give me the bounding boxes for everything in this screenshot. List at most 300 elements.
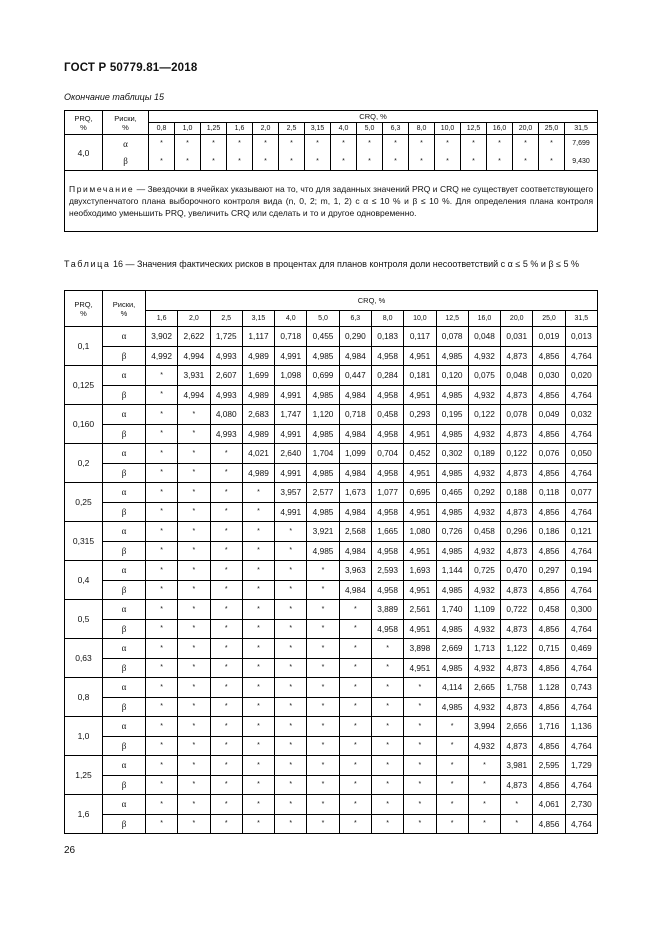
beta-label: β [103, 502, 146, 522]
value-cell: 0,188 [501, 483, 533, 503]
crq-column-header: 1,25 [201, 123, 227, 135]
alpha-label: α [103, 366, 146, 386]
value-cell: 1,080 [404, 522, 436, 542]
value-cell: 4,984 [339, 346, 371, 366]
value-cell: 4,951 [404, 424, 436, 444]
value-cell: 4,985 [436, 619, 468, 639]
document-code: ГОСТ Р 50779.81—2018 [64, 62, 198, 74]
crq-column-header: 5,0 [357, 123, 383, 135]
value-cell: 4,856 [533, 697, 565, 717]
alpha-label: α [103, 717, 146, 737]
value-cell: 0,122 [468, 405, 500, 425]
value-cell: 4,764 [565, 463, 597, 483]
empty-cell: * [409, 135, 435, 153]
prq-value: 0,315 [65, 522, 103, 561]
empty-cell: * [513, 135, 539, 153]
empty-cell: * [178, 444, 210, 464]
empty-cell: * [371, 795, 403, 815]
empty-cell: * [275, 795, 307, 815]
empty-cell: * [146, 736, 178, 756]
table-row [65, 385, 598, 405]
value-cell: 0,075 [468, 366, 500, 386]
empty-cell: * [242, 483, 274, 503]
empty-cell: * [383, 135, 409, 153]
empty-cell: * [339, 600, 371, 620]
value-cell: 0,302 [436, 444, 468, 464]
value-cell: 1,725 [210, 327, 242, 347]
empty-cell: * [339, 814, 371, 834]
value-cell: 4,932 [468, 385, 500, 405]
empty-cell: * [146, 717, 178, 737]
empty-cell: * [305, 153, 331, 171]
crq-column-header: 3,15 [305, 123, 331, 135]
empty-cell: * [178, 600, 210, 620]
value-cell: 0,297 [533, 561, 565, 581]
value-cell: 4,989 [242, 346, 274, 366]
crq-column-header: 4,0 [331, 123, 357, 135]
empty-cell: * [461, 135, 487, 153]
empty-cell: * [146, 541, 178, 561]
crq-column-header: 12,5 [461, 123, 487, 135]
table-row [65, 658, 598, 678]
value-cell: 4,985 [307, 541, 339, 561]
value-cell: 4,951 [404, 541, 436, 561]
table-row [65, 541, 598, 561]
value-cell: 2,656 [501, 717, 533, 737]
value-cell: 0,455 [307, 327, 339, 347]
value-cell: 4,764 [565, 502, 597, 522]
empty-cell: * [178, 639, 210, 659]
value-cell: 4,951 [404, 502, 436, 522]
table-row [65, 697, 598, 717]
empty-cell: * [436, 736, 468, 756]
table-row [65, 483, 598, 503]
beta-label: β [103, 541, 146, 561]
empty-cell: * [178, 795, 210, 815]
value-cell: 2,640 [275, 444, 307, 464]
empty-cell: * [210, 678, 242, 698]
empty-cell: * [487, 153, 513, 171]
empty-cell: * [242, 658, 274, 678]
empty-cell: * [146, 522, 178, 542]
value-cell: 4,985 [436, 424, 468, 444]
table16-caption-text: 16 — Значения фактических рисков в процентах для планов контроля доли несоответствий с α ≤ 5 % и β ≤ 5 % [110, 259, 579, 269]
empty-cell: * [175, 135, 201, 153]
crq-column-header: 8,0 [371, 311, 403, 327]
value-cell: 4,984 [339, 424, 371, 444]
empty-cell: * [307, 756, 339, 776]
value-cell: 0,077 [565, 483, 597, 503]
prq-header: PRQ, % [65, 291, 103, 327]
value-cell: 3,981 [501, 756, 533, 776]
value-cell: 4,984 [339, 541, 371, 561]
alpha-label: α [103, 444, 146, 464]
value-cell: 4,989 [242, 424, 274, 444]
crq-header: CRQ, % [146, 291, 598, 311]
empty-cell: * [242, 580, 274, 600]
value-cell: 1,077 [371, 483, 403, 503]
empty-cell: * [178, 522, 210, 542]
empty-cell: * [146, 444, 178, 464]
value-cell: 4,958 [371, 619, 403, 639]
value-cell: 0,049 [533, 405, 565, 425]
empty-cell: * [539, 135, 565, 153]
empty-cell: * [210, 502, 242, 522]
value-cell: 4,856 [533, 736, 565, 756]
value-cell: 4,989 [242, 385, 274, 405]
empty-cell: * [435, 153, 461, 171]
alpha-label: α [103, 405, 146, 425]
empty-cell: * [146, 580, 178, 600]
empty-cell: * [178, 756, 210, 776]
empty-cell: * [178, 424, 210, 444]
value-cell: 0,725 [468, 561, 500, 581]
crq-column-header: 1,0 [175, 123, 201, 135]
value-cell: 2,665 [468, 678, 500, 698]
crq-column-header: 16,0 [487, 123, 513, 135]
empty-cell: * [436, 795, 468, 815]
value-cell: 4,932 [468, 580, 500, 600]
value-cell: 4,958 [371, 385, 403, 405]
empty-cell: * [371, 775, 403, 795]
empty-cell: * [468, 756, 500, 776]
beta-label: β [103, 814, 146, 834]
value-cell: 2,568 [339, 522, 371, 542]
value-cell: 4,932 [468, 502, 500, 522]
value-cell: 0,076 [533, 444, 565, 464]
value-cell: 0,121 [565, 522, 597, 542]
empty-cell: * [210, 463, 242, 483]
value-cell: 4,958 [371, 502, 403, 522]
empty-cell: * [146, 366, 178, 386]
value-cell: 4,951 [404, 385, 436, 405]
value-cell: 4,991 [275, 385, 307, 405]
alpha-label: α [103, 522, 146, 542]
value-cell: 0,078 [501, 405, 533, 425]
value-cell: 4,932 [468, 346, 500, 366]
beta-label: β [103, 346, 146, 366]
table-row [65, 678, 598, 698]
value-cell: 4,932 [468, 619, 500, 639]
table-row [65, 814, 598, 834]
value-cell: 0,447 [339, 366, 371, 386]
value-cell: 4,985 [307, 463, 339, 483]
empty-cell: * [339, 795, 371, 815]
table-row [65, 424, 598, 444]
value-cell: 4,951 [404, 580, 436, 600]
empty-cell: * [371, 756, 403, 776]
value-cell: 0,195 [436, 405, 468, 425]
value-cell: 1,136 [565, 717, 597, 737]
value-cell: 4,932 [468, 463, 500, 483]
value-cell: 0,718 [275, 327, 307, 347]
value-cell: 1,117 [242, 327, 274, 347]
empty-cell: * [371, 736, 403, 756]
value-cell: 4,993 [210, 385, 242, 405]
table16-caption [64, 258, 604, 270]
empty-cell: * [487, 135, 513, 153]
empty-cell: * [146, 405, 178, 425]
value-cell: 4,856 [533, 346, 565, 366]
crq-column-header: 8,0 [409, 123, 435, 135]
empty-cell: * [146, 424, 178, 444]
value-cell: 9,430 [565, 153, 598, 171]
value-cell: 4,985 [436, 658, 468, 678]
value-cell: 0,296 [501, 522, 533, 542]
crq-column-header: 5,0 [307, 311, 339, 327]
empty-cell: * [307, 600, 339, 620]
empty-cell: * [253, 153, 279, 171]
empty-cell: * [242, 502, 274, 522]
value-cell: 4,991 [275, 346, 307, 366]
empty-cell: * [404, 697, 436, 717]
empty-cell: * [201, 135, 227, 153]
table-row [65, 639, 598, 659]
table-row [65, 580, 598, 600]
value-cell: 4,061 [533, 795, 565, 815]
alpha-label: α [103, 327, 146, 347]
value-cell: 4,991 [275, 463, 307, 483]
empty-cell: * [371, 678, 403, 698]
value-cell: 0,020 [565, 366, 597, 386]
empty-cell: * [339, 775, 371, 795]
value-cell: 4,764 [565, 346, 597, 366]
value-cell: 0,186 [533, 522, 565, 542]
table16-caption-label: Таблица [64, 259, 111, 269]
empty-cell: * [149, 153, 175, 171]
empty-cell: * [175, 153, 201, 171]
empty-cell: * [178, 736, 210, 756]
empty-cell: * [146, 697, 178, 717]
empty-cell: * [339, 697, 371, 717]
crq-column-header: 2,5 [210, 311, 242, 327]
value-cell: 0,031 [501, 327, 533, 347]
empty-cell: * [178, 502, 210, 522]
empty-cell: * [383, 153, 409, 171]
alpha-label: α [103, 756, 146, 776]
value-cell: 1,109 [468, 600, 500, 620]
empty-cell: * [307, 717, 339, 737]
empty-cell: * [279, 153, 305, 171]
empty-cell: * [146, 385, 178, 405]
value-cell: 2,595 [533, 756, 565, 776]
value-cell: 3,994 [468, 717, 500, 737]
empty-cell: * [404, 717, 436, 737]
value-cell: 4,985 [307, 385, 339, 405]
empty-cell: * [178, 814, 210, 834]
empty-cell: * [404, 678, 436, 698]
empty-cell: * [435, 135, 461, 153]
value-cell: 0,458 [533, 600, 565, 620]
value-cell: 0,292 [468, 483, 500, 503]
value-cell: 1,120 [307, 405, 339, 425]
empty-cell: * [331, 135, 357, 153]
value-cell: 4,764 [565, 385, 597, 405]
table16 [64, 290, 598, 834]
empty-cell: * [242, 795, 274, 815]
value-cell: 4,993 [210, 346, 242, 366]
empty-cell: * [371, 717, 403, 737]
empty-cell: * [275, 541, 307, 561]
value-cell: 0,050 [565, 444, 597, 464]
empty-cell: * [307, 639, 339, 659]
empty-cell: * [210, 736, 242, 756]
empty-cell: * [307, 619, 339, 639]
value-cell: 1,704 [307, 444, 339, 464]
table-row [65, 444, 598, 464]
empty-cell: * [371, 658, 403, 678]
value-cell: 4,951 [404, 346, 436, 366]
value-cell: 4,991 [275, 424, 307, 444]
value-cell: 0,194 [565, 561, 597, 581]
value-cell: 0,290 [339, 327, 371, 347]
value-cell: 0,019 [533, 327, 565, 347]
empty-cell: * [339, 658, 371, 678]
table-row [65, 717, 598, 737]
empty-cell: * [242, 697, 274, 717]
value-cell: 4,764 [565, 424, 597, 444]
table-row [65, 502, 598, 522]
value-cell: 0,704 [371, 444, 403, 464]
empty-cell: * [404, 814, 436, 834]
value-cell: 4,873 [501, 775, 533, 795]
beta-label: β [103, 385, 146, 405]
value-cell: 2,683 [242, 405, 274, 425]
crq-header: CRQ, % [149, 111, 598, 123]
value-cell: 0,469 [565, 639, 597, 659]
value-cell: 4,764 [565, 658, 597, 678]
beta-label: β [103, 580, 146, 600]
value-cell: 4,958 [371, 346, 403, 366]
value-cell: 3,898 [404, 639, 436, 659]
beta-label: β [103, 153, 149, 171]
value-cell: 1,099 [339, 444, 371, 464]
empty-cell: * [275, 775, 307, 795]
empty-cell: * [307, 775, 339, 795]
empty-cell: * [436, 775, 468, 795]
empty-cell: * [210, 444, 242, 464]
value-cell: 0,722 [501, 600, 533, 620]
empty-cell: * [242, 541, 274, 561]
crq-column-header: 20,0 [501, 311, 533, 327]
empty-cell: * [210, 619, 242, 639]
value-cell: 4,856 [533, 424, 565, 444]
empty-cell: * [178, 658, 210, 678]
value-cell: 0,458 [371, 405, 403, 425]
crq-column-header: 6,3 [339, 311, 371, 327]
empty-cell: * [210, 775, 242, 795]
table15-note [65, 171, 598, 232]
crq-column-header: 25,0 [539, 123, 565, 135]
empty-cell: * [275, 522, 307, 542]
empty-cell: * [275, 639, 307, 659]
empty-cell: * [210, 639, 242, 659]
empty-cell: * [242, 756, 274, 776]
alpha-label: α [103, 483, 146, 503]
value-cell: 4,958 [371, 580, 403, 600]
table-row [65, 756, 598, 776]
value-cell: 4,856 [533, 580, 565, 600]
empty-cell: * [307, 678, 339, 698]
value-cell: 1,729 [565, 756, 597, 776]
value-cell: 0,284 [371, 366, 403, 386]
value-cell: 4,985 [307, 502, 339, 522]
crq-column-header: 25,0 [533, 311, 565, 327]
value-cell: 0,078 [436, 327, 468, 347]
value-cell: 4,856 [533, 502, 565, 522]
value-cell: 2,577 [307, 483, 339, 503]
empty-cell: * [436, 756, 468, 776]
crq-column-header: 1,6 [227, 123, 253, 135]
empty-cell: * [146, 639, 178, 659]
value-cell: 0,189 [468, 444, 500, 464]
empty-cell: * [242, 639, 274, 659]
empty-cell: * [178, 619, 210, 639]
risk-header: Риски, % [103, 291, 146, 327]
empty-cell: * [371, 639, 403, 659]
table15-caption: Окончание таблицы 15 [64, 92, 164, 102]
value-cell: 0,117 [404, 327, 436, 347]
value-cell: 2,669 [436, 639, 468, 659]
value-cell: 4,764 [565, 697, 597, 717]
value-cell: 4,989 [242, 463, 274, 483]
empty-cell: * [331, 153, 357, 171]
empty-cell: * [242, 561, 274, 581]
empty-cell: * [210, 561, 242, 581]
value-cell: 3,921 [307, 522, 339, 542]
prq-value: 0,1 [65, 327, 103, 366]
empty-cell: * [307, 814, 339, 834]
value-cell: 1,665 [371, 522, 403, 542]
prq-value: 0,8 [65, 678, 103, 717]
value-cell: 4,991 [275, 502, 307, 522]
empty-cell: * [275, 756, 307, 776]
empty-cell: * [339, 619, 371, 639]
value-cell: 4,994 [178, 346, 210, 366]
empty-cell: * [371, 697, 403, 717]
value-cell: 4,873 [501, 580, 533, 600]
value-cell: 4,985 [307, 346, 339, 366]
empty-cell: * [146, 814, 178, 834]
empty-cell: * [242, 600, 274, 620]
value-cell: 4,764 [565, 814, 597, 834]
value-cell: 4,932 [468, 697, 500, 717]
empty-cell: * [210, 580, 242, 600]
empty-cell: * [275, 717, 307, 737]
crq-column-header: 12,5 [436, 311, 468, 327]
empty-cell: * [275, 814, 307, 834]
crq-column-header: 2,0 [178, 311, 210, 327]
prq-value: 0,2 [65, 444, 103, 483]
table-row [65, 463, 598, 483]
empty-cell: * [242, 736, 274, 756]
value-cell: 4,932 [468, 736, 500, 756]
value-cell: 2,622 [178, 327, 210, 347]
value-cell: 1,747 [275, 405, 307, 425]
value-cell: 4,856 [533, 385, 565, 405]
value-cell: 1,693 [404, 561, 436, 581]
value-cell: 4,873 [501, 697, 533, 717]
value-cell: 1,699 [242, 366, 274, 386]
value-cell: 0,032 [565, 405, 597, 425]
value-cell: 4,985 [436, 502, 468, 522]
prq-header: PRQ, % [65, 111, 103, 135]
value-cell: 4,873 [501, 502, 533, 522]
crq-column-header: 2,5 [279, 123, 305, 135]
value-cell: 1.128 [533, 678, 565, 698]
value-cell: 4,873 [501, 619, 533, 639]
value-cell: 0,715 [533, 639, 565, 659]
